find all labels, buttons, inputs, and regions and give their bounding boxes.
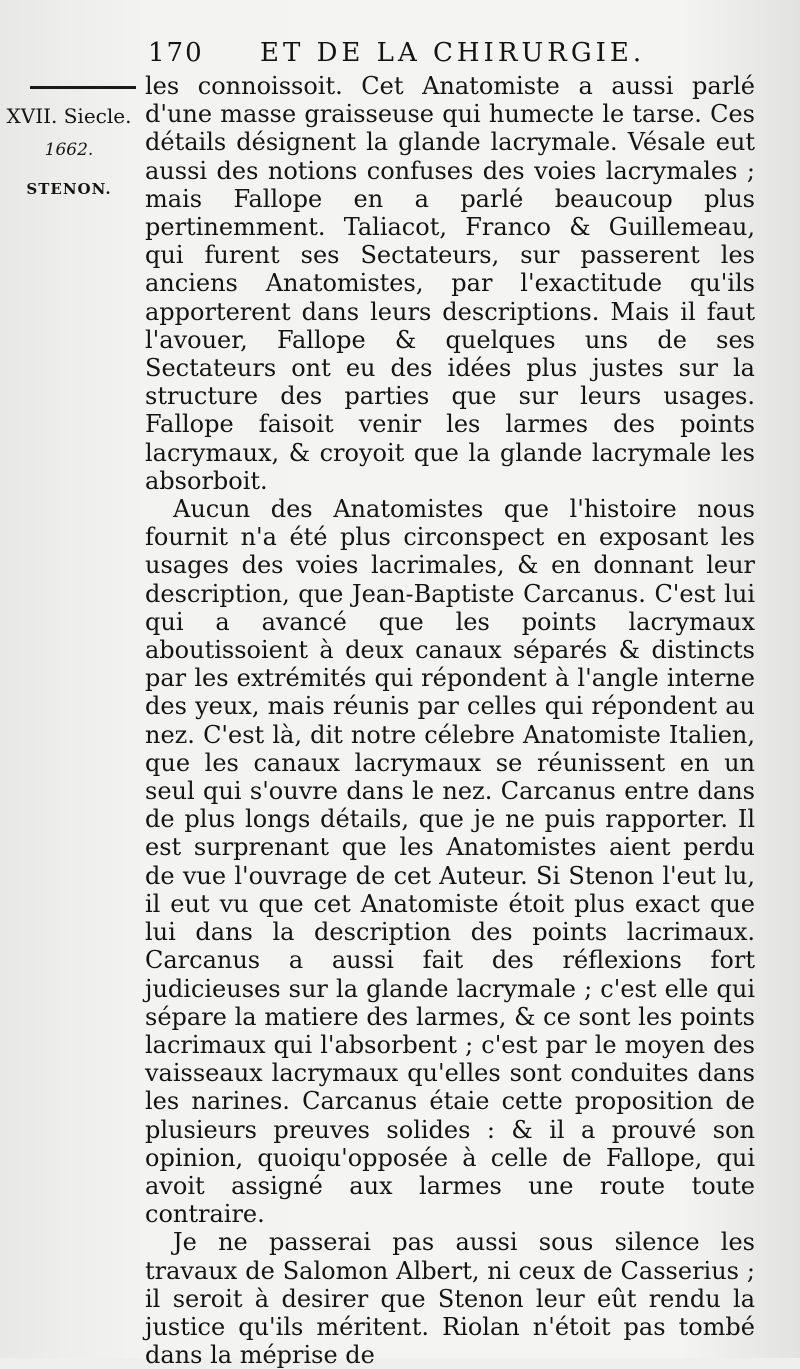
- margin-century: XVII. Siecle.: [6, 104, 132, 128]
- body-text: [145, 72, 755, 1369]
- paragraph: Aucun des Anatomistes que l'histoire nous fournit n'a été plus circonspect en exposant les usages des voies lacrimales, & en donnant leur description, que Jean-Baptiste Carcanus. C'est lui qui a avancé que les points lacrymaux aboutissoient à deux canaux séparés & distincts par les extrémités qui répondent à l'angle interne des yeux, mais réunis par celles qui répondent au nez. C'est là, dit notre célebre Anatomiste Italien, que les canaux lacrymaux se réunissent en un seul qui s'ouvre dans le nez. Carcanus entre dans de plus longs détails, que je ne puis rapporter. Il est surprenant que les Anatomistes aient perdu de vue l'ouvrage de cet Auteur. Si Stenon l'eut lu, il eut vu que cet Anatomiste étoit plus exact que lui dans la description des points lacrimaux. Carcanus a aussi fait des réflexions fort judicieuses sur la glande lacrymale ; c'est elle qui sépare la matiere des larmes, & ce sont les points lacrimaux qui l'absorbent ; c'est par le moyen des vaisseaux lacrymaux qu'elles sont conduites dans les narines. Carcanus étaie cette proposition de plusieurs preuves solides : & il a prouvé son opinion, quoiqu'opposée à celle de Fallope, qui avoit assigné aux larmes une route toute contraire.: [145, 495, 755, 1229]
- margin-rule: [30, 86, 136, 89]
- margin-year: 1662.: [44, 140, 94, 160]
- paragraph: les connoissoit. Cet Anatomiste a aussi parlé d'une masse graisseuse qui humecte le tarse. Ces détails désignent la glande lacrymale. Vésale eut aussi des notions confuses des voies lacrymales ; mais Fallope en a parlé beaucoup plus pertinemment. Taliacot, Franco & Guillemeau, qui furent ses Sectateurs, sur passerent les anciens Anatomistes, par l'exactitude qu'ils apporterent dans leurs descriptions. Mais il faut l'avouer, Fallope & quelques uns de ses Sectateurs ont eu des idées plus justes sur la structure des parties que sur leurs usages. Fallope faisoit venir les larmes des points lacrymaux, & croyoit que la glande lacrymale les absorboit.: [145, 72, 755, 495]
- margin-name: STENON.: [26, 180, 112, 198]
- paragraph: Je ne passerai pas aussi sous silence les travaux de Salomon Albert, ni ceux de Casserius ; il seroit à desirer que Stenon leur eût rendu la justice qu'ils méritent. Riolan n'étoit pas tombé dans la méprise de: [145, 1228, 755, 1369]
- running-head: ET DE LA CHIRURGIE.: [260, 38, 646, 68]
- page-header: [140, 38, 760, 72]
- page-number: 170: [148, 38, 204, 68]
